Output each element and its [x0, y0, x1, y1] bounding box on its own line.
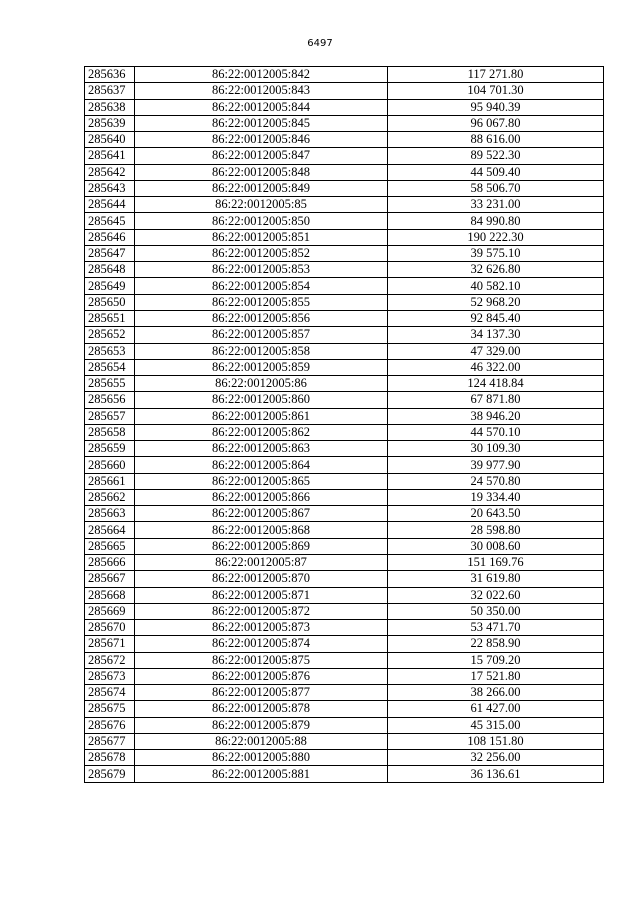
- cadastral-number-cell: 86:22:0012005:859: [135, 359, 388, 375]
- table-row: [85, 766, 604, 782]
- row-number-cell: 285652: [85, 327, 135, 343]
- cadastral-number-cell: 86:22:0012005:881: [135, 766, 388, 782]
- cadastral-value-cell: 34 137.30: [388, 327, 604, 343]
- cadastral-number-cell: 86:22:0012005:849: [135, 180, 388, 196]
- table-row: [85, 620, 604, 636]
- table-row: [85, 603, 604, 619]
- cadastral-number-cell: 86:22:0012005:860: [135, 392, 388, 408]
- row-number-cell: 285636: [85, 67, 135, 83]
- row-number-cell: 285639: [85, 115, 135, 131]
- table-row: [85, 278, 604, 294]
- cadastral-number-cell: 86:22:0012005:847: [135, 148, 388, 164]
- row-number-cell: 285647: [85, 245, 135, 261]
- row-number-cell: 285648: [85, 262, 135, 278]
- row-number-cell: 285665: [85, 538, 135, 554]
- table-row: [85, 180, 604, 196]
- cadastral-number-cell: 86:22:0012005:843: [135, 83, 388, 99]
- cadastral-number-cell: 86:22:0012005:865: [135, 473, 388, 489]
- row-number-cell: 285667: [85, 571, 135, 587]
- row-number-cell: 285658: [85, 424, 135, 440]
- cadastral-number-cell: 86:22:0012005:864: [135, 457, 388, 473]
- table-row: [85, 733, 604, 749]
- row-number-cell: 285673: [85, 668, 135, 684]
- row-number-cell: 285672: [85, 652, 135, 668]
- table-row: [85, 489, 604, 505]
- cadastral-number-cell: 86:22:0012005:878: [135, 701, 388, 717]
- table-row: [85, 67, 604, 83]
- table-row: [85, 473, 604, 489]
- cadastral-value-cell: 44 570.10: [388, 424, 604, 440]
- row-number-cell: 285668: [85, 587, 135, 603]
- cadastral-number-cell: 86:22:0012005:863: [135, 441, 388, 457]
- table-row: [85, 392, 604, 408]
- table-row: [85, 343, 604, 359]
- table-row: [85, 506, 604, 522]
- row-number-cell: 285645: [85, 213, 135, 229]
- cadastral-value-cell: 89 522.30: [388, 148, 604, 164]
- cadastral-number-cell: 86:22:0012005:871: [135, 587, 388, 603]
- table-row: [85, 441, 604, 457]
- row-number-cell: 285669: [85, 603, 135, 619]
- row-number-cell: 285646: [85, 229, 135, 245]
- cadastral-value-cell: 28 598.80: [388, 522, 604, 538]
- row-number-cell: 285664: [85, 522, 135, 538]
- cadastral-value-cell: 50 350.00: [388, 603, 604, 619]
- cadastral-number-cell: 86:22:0012005:853: [135, 262, 388, 278]
- cadastral-value-cell: 104 701.30: [388, 83, 604, 99]
- table-row: [85, 83, 604, 99]
- cadastral-number-cell: 86:22:0012005:873: [135, 620, 388, 636]
- table-row: [85, 99, 604, 115]
- table-row: [85, 132, 604, 148]
- cadastral-number-cell: 86:22:0012005:87: [135, 554, 388, 570]
- row-number-cell: 285659: [85, 441, 135, 457]
- cadastral-value-cell: 40 582.10: [388, 278, 604, 294]
- row-number-cell: 285663: [85, 506, 135, 522]
- row-number-cell: 285675: [85, 701, 135, 717]
- row-number-cell: 285654: [85, 359, 135, 375]
- cadastral-number-cell: 86:22:0012005:85: [135, 197, 388, 213]
- row-number-cell: 285679: [85, 766, 135, 782]
- table-row: [85, 213, 604, 229]
- cadastral-number-cell: 86:22:0012005:856: [135, 310, 388, 326]
- table-row: [85, 571, 604, 587]
- table-row: [85, 310, 604, 326]
- row-number-cell: 285640: [85, 132, 135, 148]
- row-number-cell: 285637: [85, 83, 135, 99]
- cadastral-number-cell: 86:22:0012005:866: [135, 489, 388, 505]
- cadastral-value-cell: 36 136.61: [388, 766, 604, 782]
- row-number-cell: 285638: [85, 99, 135, 115]
- row-number-cell: 285643: [85, 180, 135, 196]
- row-number-cell: 285666: [85, 554, 135, 570]
- cadastral-value-cell: 30 008.60: [388, 538, 604, 554]
- cadastral-number-cell: 86:22:0012005:876: [135, 668, 388, 684]
- cadastral-value-cell: 88 616.00: [388, 132, 604, 148]
- cadastral-value-cell: 47 329.00: [388, 343, 604, 359]
- page-number: 6497: [307, 38, 333, 49]
- table-row: [85, 262, 604, 278]
- table-row: [85, 424, 604, 440]
- cadastral-value-cell: 38 266.00: [388, 685, 604, 701]
- cadastral-number-cell: 86:22:0012005:877: [135, 685, 388, 701]
- table-row: [85, 294, 604, 310]
- cadastral-value-cell: 108 151.80: [388, 733, 604, 749]
- cadastral-value-cell: 32 256.00: [388, 750, 604, 766]
- table-row: [85, 668, 604, 684]
- table-row: [85, 717, 604, 733]
- row-number-cell: 285650: [85, 294, 135, 310]
- table-row: [85, 197, 604, 213]
- cadastral-number-cell: 86:22:0012005:880: [135, 750, 388, 766]
- row-number-cell: 285662: [85, 489, 135, 505]
- cadastral-number-cell: 86:22:0012005:842: [135, 67, 388, 83]
- table-row: [85, 636, 604, 652]
- cadastral-value-cell: 53 471.70: [388, 620, 604, 636]
- cadastral-value-cell: 19 334.40: [388, 489, 604, 505]
- row-number-cell: 285651: [85, 310, 135, 326]
- table-body: [85, 67, 604, 783]
- row-number-cell: 285641: [85, 148, 135, 164]
- cadastral-value-cell: 84 990.80: [388, 213, 604, 229]
- row-number-cell: 285677: [85, 733, 135, 749]
- cadastral-number-cell: 86:22:0012005:861: [135, 408, 388, 424]
- cadastral-number-cell: 86:22:0012005:846: [135, 132, 388, 148]
- cadastral-value-cell: 44 509.40: [388, 164, 604, 180]
- cadastral-number-cell: 86:22:0012005:854: [135, 278, 388, 294]
- cadastral-number-cell: 86:22:0012005:857: [135, 327, 388, 343]
- row-number-cell: 285676: [85, 717, 135, 733]
- cadastral-value-cell: 17 521.80: [388, 668, 604, 684]
- table-row: [85, 164, 604, 180]
- row-number-cell: 285649: [85, 278, 135, 294]
- table-row: [85, 750, 604, 766]
- table-row: [85, 538, 604, 554]
- cadastral-value-cell: 58 506.70: [388, 180, 604, 196]
- cadastral-number-cell: 86:22:0012005:874: [135, 636, 388, 652]
- row-number-cell: 285655: [85, 376, 135, 392]
- cadastral-number-cell: 86:22:0012005:868: [135, 522, 388, 538]
- table-row: [85, 554, 604, 570]
- row-number-cell: 285657: [85, 408, 135, 424]
- cadastral-value-cell: 95 940.39: [388, 99, 604, 115]
- row-number-cell: 285653: [85, 343, 135, 359]
- cadastral-number-cell: 86:22:0012005:88: [135, 733, 388, 749]
- cadastral-number-cell: 86:22:0012005:851: [135, 229, 388, 245]
- cadastral-value-cell: 151 169.76: [388, 554, 604, 570]
- table-row: [85, 587, 604, 603]
- cadastral-number-cell: 86:22:0012005:875: [135, 652, 388, 668]
- row-number-cell: 285661: [85, 473, 135, 489]
- cadastral-value-cell: 45 315.00: [388, 717, 604, 733]
- table-row: [85, 359, 604, 375]
- cadastral-number-cell: 86:22:0012005:879: [135, 717, 388, 733]
- table-row: [85, 652, 604, 668]
- row-number-cell: 285642: [85, 164, 135, 180]
- cadastral-number-cell: 86:22:0012005:852: [135, 245, 388, 261]
- table-row: [85, 701, 604, 717]
- cadastral-number-cell: 86:22:0012005:862: [135, 424, 388, 440]
- cadastral-value-cell: 52 968.20: [388, 294, 604, 310]
- cadastral-value-cell: 67 871.80: [388, 392, 604, 408]
- table-row: [85, 408, 604, 424]
- cadastral-value-cell: 15 709.20: [388, 652, 604, 668]
- cadastral-value-cell: 31 619.80: [388, 571, 604, 587]
- cadastral-value-cell: 24 570.80: [388, 473, 604, 489]
- table-row: [85, 148, 604, 164]
- cadastral-value-cell: 117 271.80: [388, 67, 604, 83]
- row-number-cell: 285670: [85, 620, 135, 636]
- row-number-cell: 285660: [85, 457, 135, 473]
- cadastral-value-cell: 190 222.30: [388, 229, 604, 245]
- table-row: [85, 457, 604, 473]
- row-number-cell: 285674: [85, 685, 135, 701]
- row-number-cell: 285644: [85, 197, 135, 213]
- cadastral-value-cell: 32 626.80: [388, 262, 604, 278]
- cadastral-value-cell: 92 845.40: [388, 310, 604, 326]
- cadastral-number-cell: 86:22:0012005:848: [135, 164, 388, 180]
- cadastral-value-cell: 20 643.50: [388, 506, 604, 522]
- table-row: [85, 376, 604, 392]
- cadastral-number-cell: 86:22:0012005:844: [135, 99, 388, 115]
- cadastral-number-cell: 86:22:0012005:858: [135, 343, 388, 359]
- cadastral-number-cell: 86:22:0012005:86: [135, 376, 388, 392]
- cadastral-number-cell: 86:22:0012005:867: [135, 506, 388, 522]
- cadastral-value-cell: 39 575.10: [388, 245, 604, 261]
- table-row: [85, 522, 604, 538]
- cadastral-value-cell: 33 231.00: [388, 197, 604, 213]
- cadastral-number-cell: 86:22:0012005:850: [135, 213, 388, 229]
- cadastral-value-cell: 46 322.00: [388, 359, 604, 375]
- row-number-cell: 285678: [85, 750, 135, 766]
- cadastral-value-cell: 30 109.30: [388, 441, 604, 457]
- cadastral-number-cell: 86:22:0012005:869: [135, 538, 388, 554]
- cadastral-value-cell: 39 977.90: [388, 457, 604, 473]
- cadastral-value-table: [84, 66, 604, 783]
- cadastral-value-cell: 22 858.90: [388, 636, 604, 652]
- cadastral-value-cell: 32 022.60: [388, 587, 604, 603]
- table-row: [85, 229, 604, 245]
- table-row: [85, 245, 604, 261]
- row-number-cell: 285671: [85, 636, 135, 652]
- table-row: [85, 327, 604, 343]
- cadastral-number-cell: 86:22:0012005:872: [135, 603, 388, 619]
- cadastral-value-cell: 124 418.84: [388, 376, 604, 392]
- row-number-cell: 285656: [85, 392, 135, 408]
- cadastral-number-cell: 86:22:0012005:855: [135, 294, 388, 310]
- cadastral-number-cell: 86:22:0012005:845: [135, 115, 388, 131]
- cadastral-number-cell: 86:22:0012005:870: [135, 571, 388, 587]
- cadastral-value-cell: 38 946.20: [388, 408, 604, 424]
- cadastral-value-cell: 96 067.80: [388, 115, 604, 131]
- table-row: [85, 115, 604, 131]
- table-row: [85, 685, 604, 701]
- cadastral-value-cell: 61 427.00: [388, 701, 604, 717]
